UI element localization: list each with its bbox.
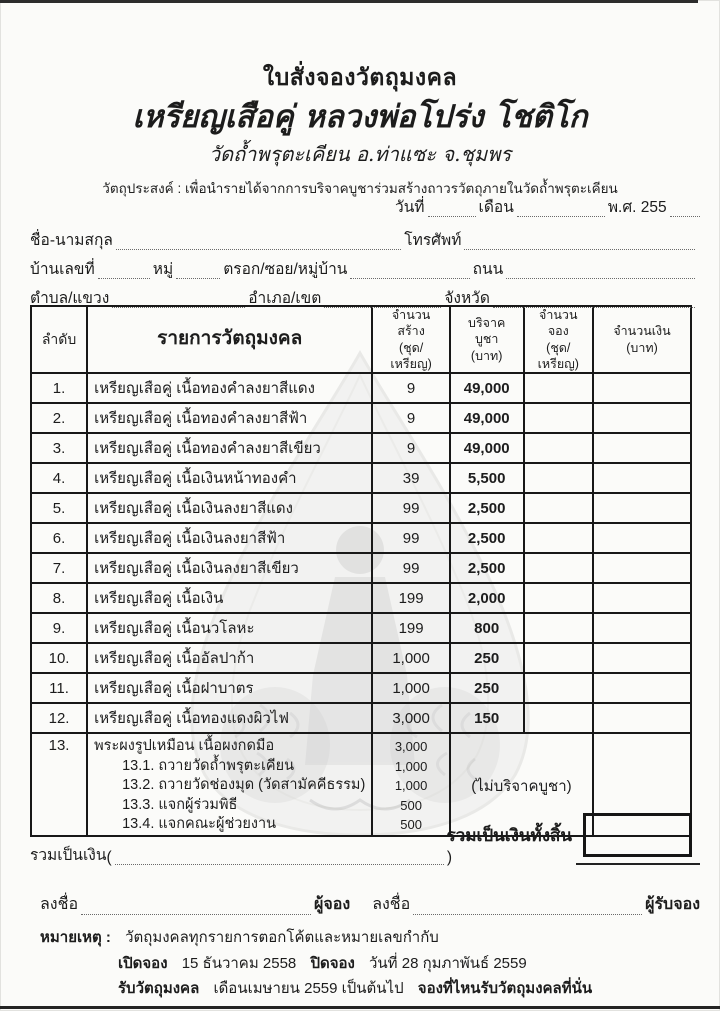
row-no: 3.	[31, 433, 87, 463]
row-item: เหรียญเสือคู่ เนื้ออัลปาก้า	[87, 643, 372, 673]
row-no: 11.	[31, 673, 87, 703]
signature-row	[40, 892, 700, 918]
purpose-line: วัตถุประสงค์ : เพื่อนำรายได้จากการบริจาคบูชาร่วมสร้างถาวรวัตถุภายในวัดถ้ำพรุตะเคียน	[102, 180, 618, 196]
col-reserve	[524, 306, 594, 373]
row-no: 2.	[31, 403, 87, 433]
row-reserve-blank	[524, 673, 594, 703]
row-item: เหรียญเสือคู่ เนื้อเงินลงยาสีฟ้า	[87, 523, 372, 553]
row-made: 3,000	[372, 703, 450, 733]
col-reserve-line1: จำนวนจอง	[539, 308, 578, 339]
row13-sub-qty: 1,000	[394, 758, 428, 774]
amount-in-words-label: รวมเป็นเงิน	[30, 847, 107, 864]
row-no: 12.	[31, 703, 87, 733]
soi-label: ตรอก/ซอย/หมู่บ้าน	[223, 261, 348, 278]
row-amount-blank	[593, 403, 691, 433]
row-amount-blank	[593, 373, 691, 403]
row-price: 49,000	[450, 403, 524, 433]
booker-signature	[40, 892, 350, 918]
row-amount-blank	[593, 523, 691, 553]
booker-signature-blank	[81, 899, 311, 915]
row-amount-blank	[593, 613, 691, 643]
row-no: 1.	[31, 373, 87, 403]
row13-sub-item: 13.1. ถวายวัดถ้ำพรุตะเคียน	[122, 757, 295, 774]
row-reserve-blank	[524, 553, 594, 583]
year-blank	[670, 201, 700, 217]
table-row	[31, 523, 691, 553]
district-blank	[324, 292, 441, 308]
month-blank	[517, 201, 605, 217]
row-amount-blank	[593, 673, 691, 703]
row13-items	[87, 733, 372, 836]
phone-blank	[464, 234, 695, 250]
table-row	[31, 613, 691, 643]
row-made: 39	[372, 463, 450, 493]
row-price: 250	[450, 673, 524, 703]
row-reserve-blank	[524, 583, 594, 613]
notes-line1-text: วัตถุมงคลทุกรายการตอกโค้ตและหมายเลขกำกับ	[125, 929, 439, 946]
note-line-1	[40, 925, 700, 951]
row-amount-blank	[593, 493, 691, 523]
grand-total-double-line	[576, 863, 700, 865]
row-made: 199	[372, 583, 450, 613]
note-line-2	[40, 951, 700, 977]
col-reserve-line2: (ชุด/เหรียญ)	[537, 340, 579, 371]
table-row	[31, 493, 691, 523]
row13-made: 3,000	[394, 739, 428, 754]
row-no: 4.	[31, 463, 87, 493]
name-line	[30, 227, 698, 253]
amount-in-words-line	[30, 842, 452, 868]
col-no: ลำดับ	[31, 306, 87, 373]
page-title: ใบสั่งจองวัตถุมงคล	[262, 64, 458, 90]
soi-blank	[350, 263, 469, 279]
row-item: เหรียญเสือคู่ เนื้อทองคำลงยาสีเขียว	[87, 433, 372, 463]
row-item: เหรียญเสือคู่ เนื้อทองคำลงยาสีฟ้า	[87, 403, 372, 433]
sign-label: ลงชื่อ	[40, 896, 79, 913]
notes-heading: หมายเหตุ :	[40, 929, 111, 946]
month-label: เดือน	[478, 199, 514, 216]
house-no-blank	[98, 263, 150, 279]
paren-close: )	[446, 849, 452, 866]
phone-label: โทรศัพท์	[404, 232, 462, 249]
row-made: 1,000	[372, 673, 450, 703]
row-amount-blank	[593, 433, 691, 463]
row-made: 9	[372, 403, 450, 433]
col-amount-line1: จำนวนเงิน	[613, 324, 671, 339]
row-price: 49,000	[450, 373, 524, 403]
row-no: 8.	[31, 583, 87, 613]
row-price: 250	[450, 643, 524, 673]
row13-sub-item: 13.3. แจกผู้ร่วมพิธี	[122, 796, 238, 813]
row13-sub-item: 13.2. ถวายวัดช่องมุด (วัดสามัคคีธรรม)	[122, 777, 366, 793]
district-label: อำเภอ/เขต	[248, 290, 322, 307]
row-item: เหรียญเสือคู่ เนื้อเงินลงยาสีแดง	[87, 493, 372, 523]
amount-in-words-blank	[115, 849, 444, 865]
row13-quantities	[372, 733, 450, 836]
row-price: 2,500	[450, 493, 524, 523]
year-label: พ.ศ. 255	[607, 199, 667, 216]
row-price: 2,000	[450, 583, 524, 613]
booker-label: ผู้จอง	[314, 896, 351, 913]
col-item: รายการวัตถุมงคล	[87, 306, 372, 373]
amulet-subtitle: เหรียญเสือคู่ หลวงพ่อโปร่ง โชติโก	[132, 99, 588, 135]
document-header	[0, 60, 720, 199]
row-reserve-blank	[524, 643, 594, 673]
row13-sub-qty: 500	[400, 817, 422, 832]
notes-section	[40, 925, 700, 1002]
moo-label: หมู่	[152, 261, 174, 278]
table-row	[31, 583, 691, 613]
table-row	[31, 403, 691, 433]
table-row	[31, 433, 691, 463]
row-reserve-blank	[524, 523, 594, 553]
row-amount-blank	[593, 583, 691, 613]
col-made-line2: (ชุด/เหรียญ)	[390, 340, 432, 371]
subdistrict-blank	[112, 292, 245, 308]
moo-blank	[176, 263, 220, 279]
col-price-line2: (บาท)	[470, 348, 503, 363]
row-amount-blank	[593, 643, 691, 673]
row-item: เหรียญเสือคู่ เนื้อเงินหน้าทองคำ	[87, 463, 372, 493]
day-label: วันที่	[395, 199, 425, 216]
row-amount-blank	[593, 703, 691, 733]
subdistrict-line	[30, 285, 698, 311]
row-item: เหรียญเสือคู่ เนื้อเงิน	[87, 583, 372, 613]
note-line-3	[40, 976, 700, 1002]
road-blank	[506, 263, 695, 279]
row-made: 199	[372, 613, 450, 643]
row-reserve-blank	[524, 463, 594, 493]
row-amount-blank	[593, 463, 691, 493]
province-blank	[493, 292, 695, 308]
row-price: 2,500	[450, 523, 524, 553]
amulet-order-table	[30, 305, 692, 837]
receive-note-bold: จองที่ไหนรับวัตถุมงคลที่นั่น	[417, 980, 593, 997]
row-reserve-blank	[524, 493, 594, 523]
receive-label: รับวัตถุมงคล	[118, 980, 200, 997]
table-row	[31, 703, 691, 733]
road-label: ถนน	[472, 261, 504, 278]
receiver-signature	[372, 892, 700, 918]
col-amount	[593, 306, 691, 373]
table-row	[31, 643, 691, 673]
table-row	[31, 373, 691, 403]
row-price: 2,500	[450, 553, 524, 583]
row13-sub-item: 13.4. แจกคณะผู้ช่วยงาน	[122, 816, 277, 832]
row-made: 99	[372, 493, 450, 523]
open-booking-label: เปิดจอง	[118, 954, 168, 972]
row-made: 99	[372, 553, 450, 583]
paren-open: (	[106, 849, 112, 866]
row-reserve-blank	[524, 403, 594, 433]
row-reserve-blank	[524, 613, 594, 643]
row-no: 10.	[31, 643, 87, 673]
subdistrict-label: ตำบล/แขวง	[30, 290, 110, 307]
col-made-line1: จำนวนสร้าง	[391, 308, 431, 339]
table-header	[31, 306, 691, 373]
row-no: 9.	[31, 613, 87, 643]
col-price-line1: บริจาคบูชา	[468, 316, 506, 347]
row-made: 9	[372, 433, 450, 463]
row-reserve-blank	[524, 703, 594, 733]
receiver-signature-blank	[413, 899, 642, 915]
close-booking-date: วันที่ 28 กุมภาพันธ์ 2559	[369, 954, 527, 972]
row-amount-blank	[593, 553, 691, 583]
date-line	[395, 194, 700, 220]
col-amount-line2: (บาท)	[626, 340, 658, 355]
grand-total-box	[583, 813, 692, 857]
row-no: 7.	[31, 553, 87, 583]
scan-edge-bottom	[0, 1006, 720, 1009]
row-price: 800	[450, 613, 524, 643]
row-no: 13.	[31, 733, 87, 836]
row-reserve-blank	[524, 373, 594, 403]
row-price: 49,000	[450, 433, 524, 463]
row13-sub-qty: 1,000	[394, 778, 428, 793]
day-blank	[428, 201, 476, 217]
row-price: 150	[450, 703, 524, 733]
name-label: ชื่อ-นามสกุล	[30, 232, 113, 249]
house-no-label: บ้านเลขที่	[30, 261, 95, 278]
row-item: เหรียญเสือคู่ เนื้อทองคำลงยาสีแดง	[87, 373, 372, 403]
table-row	[31, 463, 691, 493]
table-row	[31, 553, 691, 583]
address-line	[30, 256, 698, 282]
row-item: เหรียญเสือคู่ เนื้อเงินลงยาสีเขียว	[87, 553, 372, 583]
receive-date: เดือนเมษายน 2559 เป็นต้นไป	[213, 980, 404, 997]
row13-no-donation-note: (ไม่บริจาคบูชา)	[450, 733, 593, 836]
receiver-label: ผู้รับจอง	[645, 896, 700, 913]
name-blank	[116, 234, 401, 250]
row-made: 99	[372, 523, 450, 553]
table-row	[31, 673, 691, 703]
col-made	[372, 306, 450, 373]
row-reserve-blank	[524, 433, 594, 463]
row-item: เหรียญเสือคู่ เนื้อทองแดงผิวไฟ	[87, 703, 372, 733]
row-item: เหรียญเสือคู่ เนื้อนวโลหะ	[87, 613, 372, 643]
open-booking-date: 15 ธันวาคม 2558	[181, 954, 297, 972]
row-no: 6.	[31, 523, 87, 553]
temple-name: วัดถ้ำพรุตะเคียน อ.ท่าแซะ จ.ชุมพร	[208, 141, 512, 166]
scan-edge-top	[0, 0, 698, 3]
grand-total-label: รวมเป็นเงินทั้งสิ้น	[446, 826, 572, 845]
row-no: 5.	[31, 493, 87, 523]
close-booking-label: ปิดจอง	[310, 954, 355, 972]
row-made: 1,000	[372, 643, 450, 673]
row-price: 5,500	[450, 463, 524, 493]
col-price	[450, 306, 524, 373]
row-item: เหรียญเสือคู่ เนื้อฝาบาตร	[87, 673, 372, 703]
sign-label: ลงชื่อ	[372, 896, 411, 913]
province-label: จังหวัด	[444, 290, 490, 307]
row13-sub-qty: 500	[400, 797, 422, 813]
row-made: 9	[372, 373, 450, 403]
row13-main-item: พระผงรูปเหมือน เนื้อผงกดมือ	[94, 738, 275, 754]
